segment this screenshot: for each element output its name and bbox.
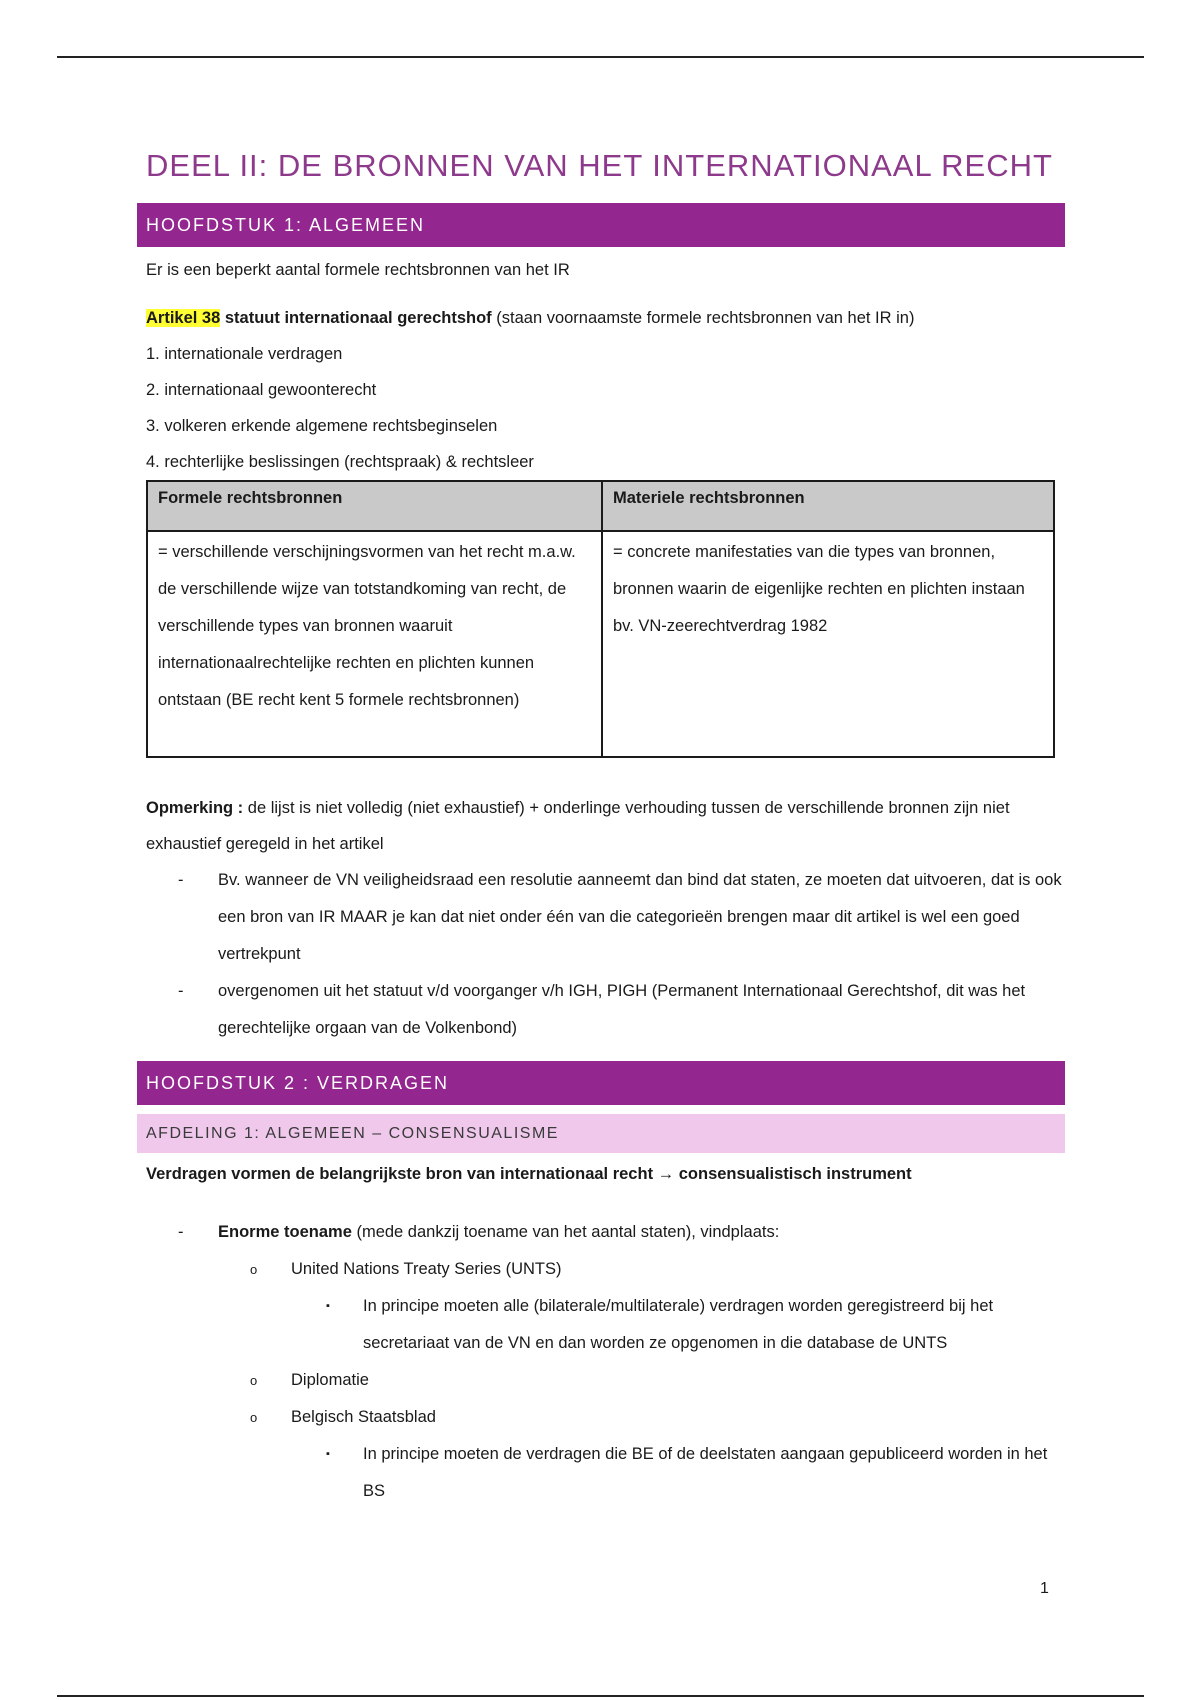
list-item-text: In principe moeten de verdragen die BE of de deelstaten aangaan gepubliceerd worden in het BS [363, 1445, 1048, 1500]
list-item [137, 1251, 1065, 1288]
list-item [137, 973, 1065, 1047]
remark-text: de lijst is niet volledig (niet exhaustief) + onderlinge verhouding tussen de verschillende bronnen zijn niet exhaustief geregeld in het artikel [146, 799, 1010, 853]
list-item-text: (mede dankzij toename van het aantal staten), vindplaats: [351, 1223, 780, 1241]
table-header-row [147, 481, 1054, 531]
list-item [137, 862, 1065, 973]
remark-paragraph [146, 790, 1065, 862]
table-header-formele: Formele rechtsbronnen [147, 481, 602, 531]
square-marker: ▪ [326, 1448, 330, 1460]
list-item [137, 1362, 1065, 1399]
source-item: 3. volkeren erkende algemene rechtsbeginselen [146, 417, 498, 435]
square-marker: ▪ [326, 1300, 330, 1312]
table-row [147, 531, 1054, 757]
list-item [137, 1436, 1065, 1510]
dash-marker: - [178, 1223, 184, 1241]
source-item: 1. internationale verdragen [146, 345, 343, 363]
list-item [137, 1214, 1065, 1251]
remark-list [137, 862, 1065, 1047]
chapter-1-heading: HOOFDSTUK 1: ALGEMEEN [137, 203, 1065, 247]
list-item-text: overgenomen uit het statuut v/d voorganger v/h IGH, PIGH (Permanent Internationaal Gerechtshof, dit was het gerechtelijke orgaan van de Volkenbond) [218, 982, 1026, 1037]
treaty-list [137, 1214, 1065, 1510]
treaty-statement: Verdragen vormen de belangrijkste bron van internationaal recht → consensualistisch instrument [146, 1165, 912, 1183]
list-item [137, 1399, 1065, 1436]
source-item: 4. rechterlijke beslissingen (rechtspraak) & rechtsleer [146, 453, 534, 471]
table-cell-materiele: = concrete manifestaties van die types van bronnen, bronnen waarin de eigenlijke rechten en plichten instaan bv. VN-zeerechtverdrag 1982 [602, 531, 1054, 757]
source-item: 2. internationaal gewoonterecht [146, 381, 377, 399]
article-highlight: Artikel 38 [146, 309, 221, 327]
circle-marker: o [250, 1373, 258, 1388]
list-item-text: United Nations Treaty Series (UNTS) [291, 1260, 562, 1278]
article-title: statuut internationaal gerechtshof [220, 309, 492, 327]
article-note: (staan voornaamste formele rechtsbronnen van het IR in) [491, 309, 915, 327]
circle-marker: o [250, 1262, 258, 1277]
list-item-text: Diplomatie [291, 1371, 369, 1389]
list-item [137, 1288, 1065, 1362]
page-content [137, 148, 1065, 1510]
section-1-heading: AFDELING 1: ALGEMEEN – CONSENSUALISME [137, 1114, 1065, 1153]
article-paragraph [146, 300, 1065, 336]
page-number: 1 [1040, 1580, 1049, 1597]
list-item-text: In principe moeten alle (bilaterale/multilaterale) verdragen worden geregistreerd bij het secretariaat van de VN en dan worden ze opgenomen in die database de UNTS [363, 1297, 994, 1352]
dash-marker: - [178, 871, 184, 889]
circle-marker: o [250, 1410, 258, 1425]
chapter-2-heading: HOOFDSTUK 2 : VERDRAGEN [137, 1061, 1065, 1105]
list-item-bold: Enorme toename [218, 1223, 352, 1241]
sources-table [146, 480, 1055, 758]
dash-marker: - [178, 982, 184, 1000]
page-title: DEEL II: DE BRONNEN VAN HET INTERNATIONAAL RECHT [146, 148, 1053, 183]
intro-paragraph: Er is een beperkt aantal formele rechtsbronnen van het IR [146, 261, 570, 279]
table-header-materiele: Materiele rechtsbronnen [602, 481, 1054, 531]
footer-rule [57, 1695, 1144, 1697]
list-item-text: Bv. wanneer de VN veiligheidsraad een resolutie aanneemt dan bind dat staten, ze moeten dat uitvoeren, dat is ook een bron van IR MAAR je kan dat niet onder één van die categorieën brengen maar dit artikel is wel een goed vertrekpunt [218, 871, 1062, 963]
list-item-text: Belgisch Staatsblad [291, 1408, 436, 1426]
header-rule [57, 56, 1144, 58]
remark-label: Opmerking : [146, 799, 244, 817]
table-cell-formele: = verschillende verschijningsvormen van het recht m.a.w. de verschillende wijze van totstandkoming van recht, de verschillende types van bronnen waaruit internationaalrechtelijke rechten en plichten kunnen ontstaan (BE recht kent 5 formele rechtsbronnen) [147, 531, 602, 757]
